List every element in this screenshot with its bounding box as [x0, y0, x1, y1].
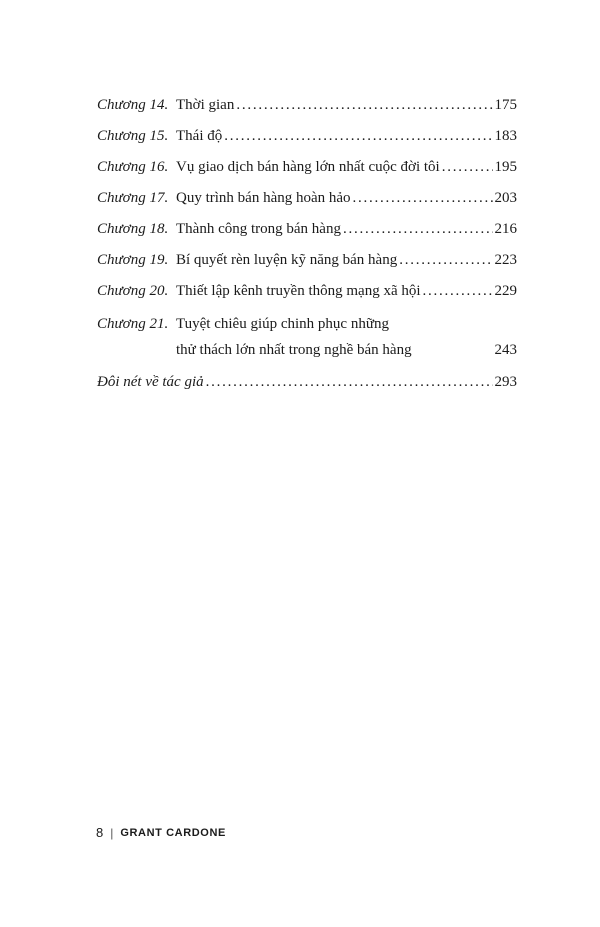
- chapter-label: Chương 14.: [97, 97, 169, 113]
- page-number: 216: [494, 221, 517, 237]
- chapter-title: Thành công trong bán hàng: [176, 221, 341, 237]
- dot-leader: [423, 276, 493, 307]
- dot-leader: [442, 152, 493, 183]
- page-number: 293: [494, 374, 517, 390]
- page-number: 229: [494, 283, 517, 299]
- chapter-title: Bí quyết rèn luyện kỹ năng bán hàng: [176, 252, 398, 268]
- chapter-label: Chương 19.: [97, 252, 169, 268]
- page-number: 243: [494, 342, 517, 358]
- toc-entry-ch15: [97, 121, 517, 152]
- dot-leader: [236, 90, 492, 121]
- page-footer: [96, 825, 226, 840]
- page-number: 223: [494, 252, 517, 268]
- chapter-title: Quy trình bán hàng hoàn hảo: [176, 190, 351, 206]
- page-number: 183: [494, 128, 517, 144]
- chapter-label: Chương 18.: [97, 221, 169, 237]
- chapter-title: Thiết lập kênh truyền thông mạng xã hội: [176, 283, 421, 299]
- chapter-label: Chương 15.: [97, 128, 169, 144]
- chapter-title: Thời gian: [176, 97, 235, 113]
- chapter-title-line1: Tuyệt chiêu giúp chinh phục những: [176, 316, 389, 332]
- toc-entry-ch21: [97, 311, 517, 363]
- dot-leader: [399, 245, 492, 276]
- dot-leader: [206, 367, 493, 398]
- chapter-title-line2-row: [176, 337, 517, 363]
- chapter-title: Vụ giao dịch bán hàng lớn nhất cuộc đời tôi: [176, 159, 440, 175]
- chapter-label: Chương 17.: [97, 190, 169, 206]
- page-number: 175: [494, 97, 517, 113]
- toc-entry-ch14: [97, 90, 517, 121]
- chapter-title-line2: thử thách lớn nhất trong nghề bán hàng: [176, 342, 412, 358]
- toc-entry-about-author: [97, 367, 517, 398]
- toc-entry-ch18: [97, 214, 517, 245]
- dot-leader: [224, 121, 492, 152]
- footer-author: GRANT CARDONE: [120, 826, 226, 839]
- toc-entry-ch16: [97, 152, 517, 183]
- page-number: 203: [494, 190, 517, 206]
- page-number: 195: [494, 159, 517, 175]
- table-of-contents: [97, 90, 517, 398]
- chapter-label: Chương 21.: [97, 316, 169, 332]
- dot-leader: [353, 183, 493, 214]
- chapter-label: Chương 16.: [97, 159, 169, 175]
- chapter-title: Thái độ: [176, 128, 223, 144]
- footer-separator: |: [110, 825, 114, 840]
- toc-entry-ch17: [97, 183, 517, 214]
- chapter-title-block: [176, 311, 517, 363]
- toc-entry-ch20: [97, 276, 517, 307]
- footer-page-number: 8: [96, 825, 104, 840]
- toc-entry-ch19: [97, 245, 517, 276]
- chapter-label: Chương 20.: [97, 283, 169, 299]
- about-author-title: Đôi nét về tác giả: [97, 374, 204, 390]
- dot-leader: [343, 214, 493, 245]
